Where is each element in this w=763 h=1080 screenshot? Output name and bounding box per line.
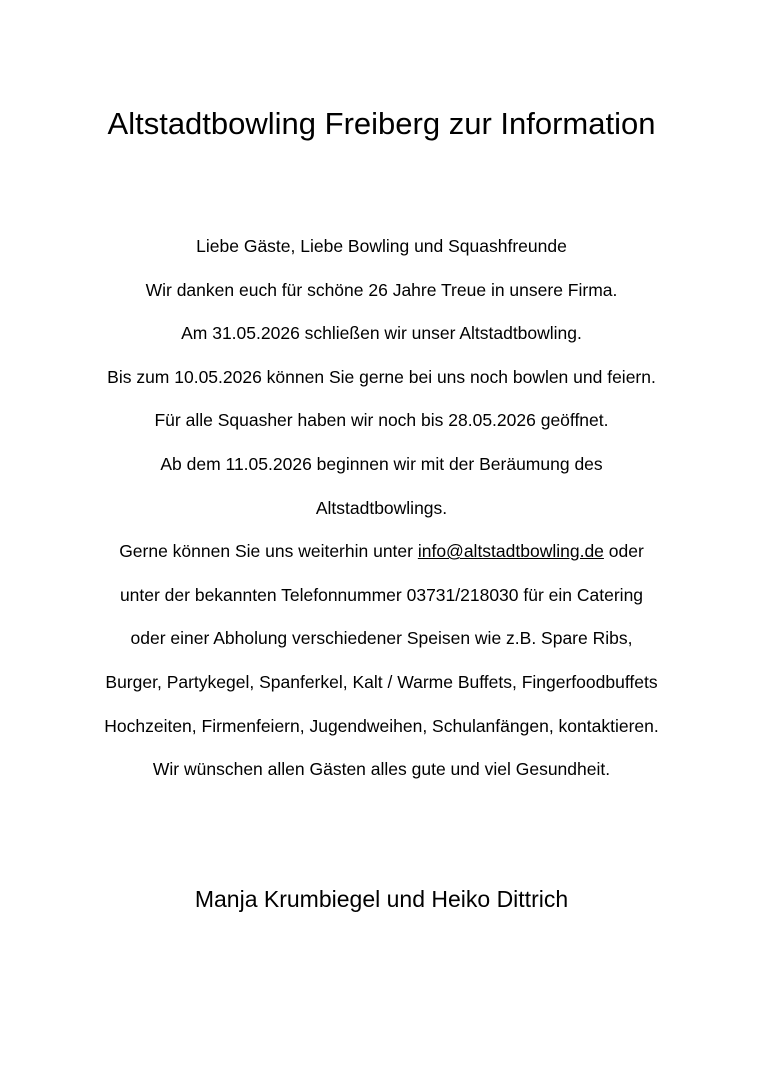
clearance-line: Ab dem 11.05.2026 beginnen wir mit der Beräumung des bbox=[160, 453, 603, 474]
thanks-line: Wir danken euch für schöne 26 Jahre Treue in unsere Firma. bbox=[145, 279, 618, 300]
email-link[interactable]: info@altstadtbowling.de bbox=[417, 541, 604, 562]
signature: Manja Krumbiegel und Heiko Dittrich bbox=[194, 886, 569, 912]
contact-prefix: Gerne können Sie uns weiterhin unter bbox=[119, 541, 418, 562]
notice-body bbox=[0, 225, 763, 792]
phone-line: unter der bekannten Telefonnummer 03731/218030 für ein Catering bbox=[119, 584, 644, 605]
contact-line bbox=[0, 530, 763, 574]
squash-until-line: Für alle Squasher haben wir noch bis 28.05.2026 geöffnet. bbox=[154, 410, 609, 431]
greeting-line: Liebe Gäste, Liebe Bowling und Squashfreunde bbox=[196, 236, 567, 256]
wishes-line: Wir wünschen allen Gästen alles gute und viel Gesundheit. bbox=[152, 759, 611, 780]
menu-line: Burger, Partykegel, Spanferkel, Kalt / Warme Buffets, Fingerfoodbuffets bbox=[105, 671, 658, 692]
clearance-line-end: Altstadtbowlings. bbox=[315, 497, 448, 518]
bowling-until-line: Bis zum 10.05.2026 können Sie gerne bei uns noch bowlen und feiern. bbox=[107, 366, 656, 387]
notice-title: Altstadtbowling Freiberg zur Information bbox=[107, 106, 656, 141]
closing-date-line: Am 31.05.2026 schließen wir unser Altstadtbowling. bbox=[181, 323, 582, 344]
contact-suffix: oder bbox=[603, 541, 644, 562]
events-line: Hochzeiten, Firmenfeiern, Jugendweihen, Schulanfängen, kontaktieren. bbox=[104, 715, 659, 736]
pickup-line: oder einer Abholung verschiedener Speisen wie z.B. Spare Ribs, bbox=[130, 628, 633, 649]
